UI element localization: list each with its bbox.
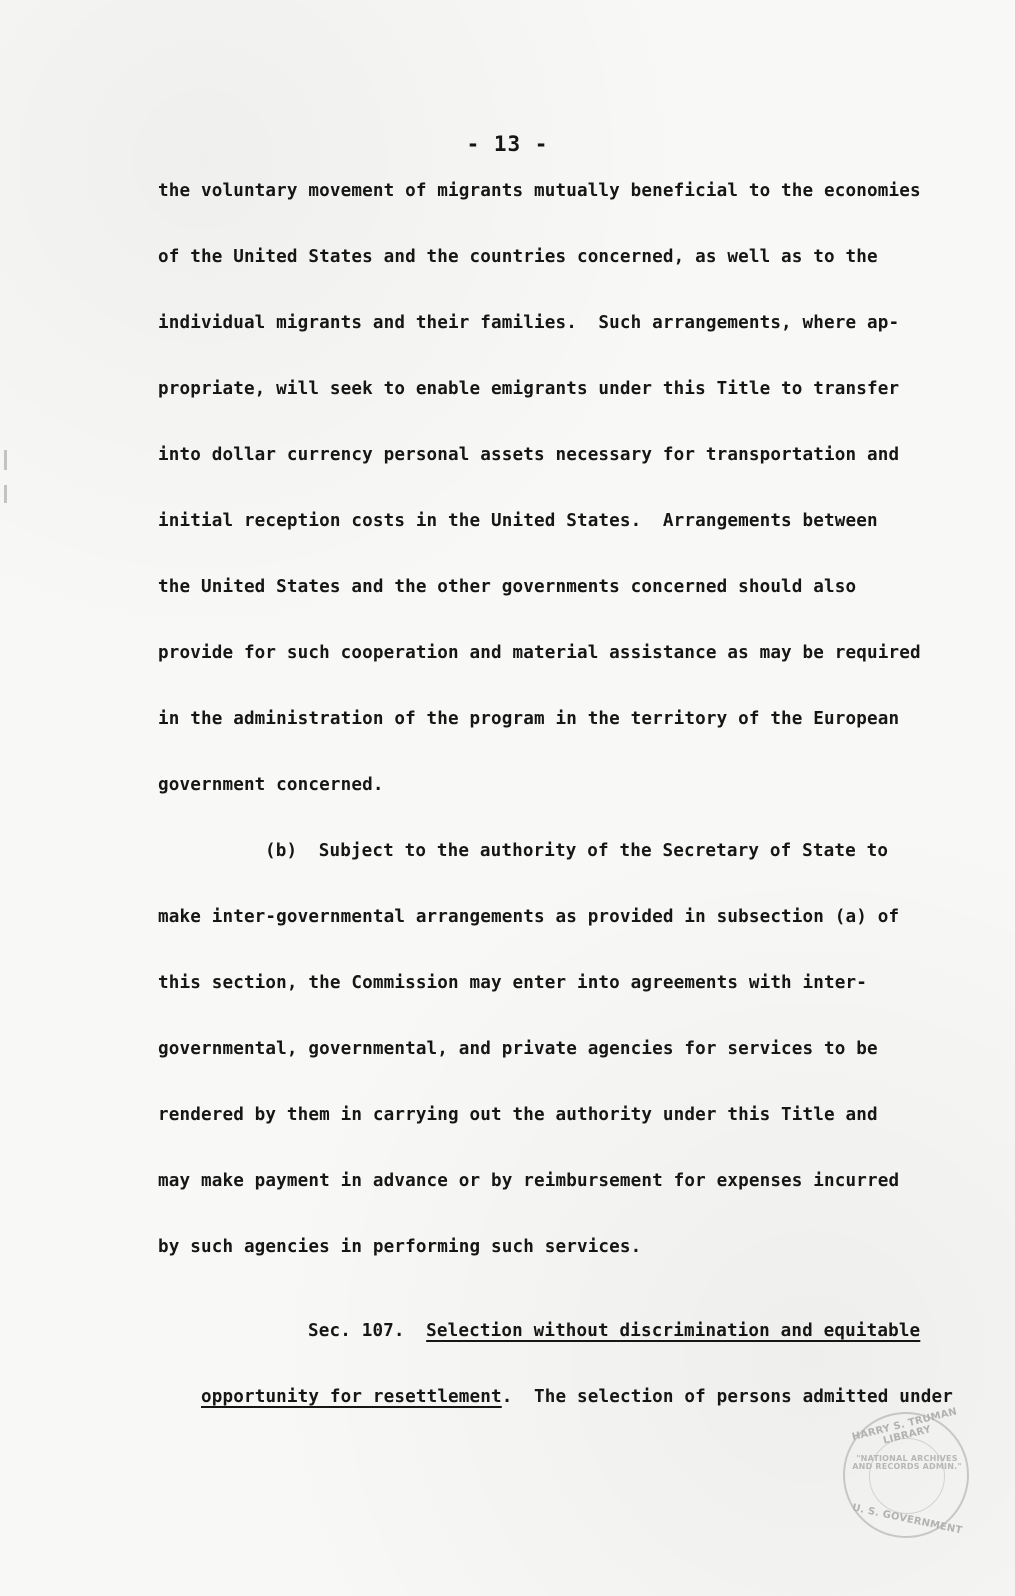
section-107-continuation: . The selection of persons admitted under bbox=[501, 1386, 953, 1407]
subsection-b-line-1: (b) Subject to the authority of the Secretary of State to bbox=[265, 841, 889, 861]
subsection-b-line-4: governmental, governmental, and private agencies for services to be bbox=[158, 1039, 878, 1059]
archive-stamp bbox=[843, 1406, 969, 1538]
body-line-1: the voluntary movement of migrants mutually beneficial to the economies bbox=[158, 181, 921, 201]
body-line-8: provide for such cooperation and material assistance as may be required bbox=[158, 643, 921, 663]
stamp-top-text: HARRY S. TRUMAN LIBRARY bbox=[850, 1406, 959, 1447]
body-line-5: into dollar currency personal assets necessary for transportation and bbox=[158, 445, 900, 465]
body-line-4: propriate, will seek to enable emigrants under this Title to transfer bbox=[158, 379, 900, 399]
subsection-b-line-2: make inter-governmental arrangements as provided in subsection (a) of bbox=[158, 907, 900, 927]
body-line-9: in the administration of the program in the territory of the European bbox=[158, 709, 900, 729]
body-line-7: the United States and the other governments concerned should also bbox=[158, 577, 857, 597]
section-heading-part-1: Selection without discrimination and equitable bbox=[426, 1320, 921, 1341]
subsection-b-line-5: rendered by them in carrying out the authority under this Title and bbox=[158, 1105, 878, 1125]
stamp-bottom-text: U. S. GOVERNMENT bbox=[851, 1502, 964, 1537]
body-line-10: government concerned. bbox=[158, 775, 384, 795]
section-number: Sec. 107. bbox=[307, 1320, 427, 1341]
subsection-b-line-3: this section, the Commission may enter into agreements with inter- bbox=[158, 973, 867, 993]
archive-stamp-inner-ring bbox=[869, 1438, 945, 1514]
stamp-center-text: "NATIONAL ARCHIVES AND RECORDS ADMIN." bbox=[852, 1454, 962, 1472]
body-line-2: of the United States and the countries concerned, as well as to the bbox=[158, 247, 878, 267]
subsection-b-line-7: by such agencies in performing such services. bbox=[158, 1237, 642, 1257]
left-margin-mark-1 bbox=[4, 450, 7, 470]
subsection-b-line-6: may make payment in advance or by reimbursement for expenses incurred bbox=[158, 1171, 900, 1191]
body-line-6: initial reception costs in the United States. Arrangements between bbox=[158, 511, 878, 531]
body-line-3: individual migrants and their families. Such arrangements, where ap- bbox=[158, 313, 900, 333]
section-heading-part-2: opportunity for resettlement bbox=[200, 1386, 502, 1407]
page-number: - 13 - bbox=[466, 132, 549, 156]
left-margin-mark-2 bbox=[4, 485, 7, 503]
section-107-line-2 bbox=[158, 1371, 953, 1424]
section-107-line-1 bbox=[265, 1305, 920, 1358]
